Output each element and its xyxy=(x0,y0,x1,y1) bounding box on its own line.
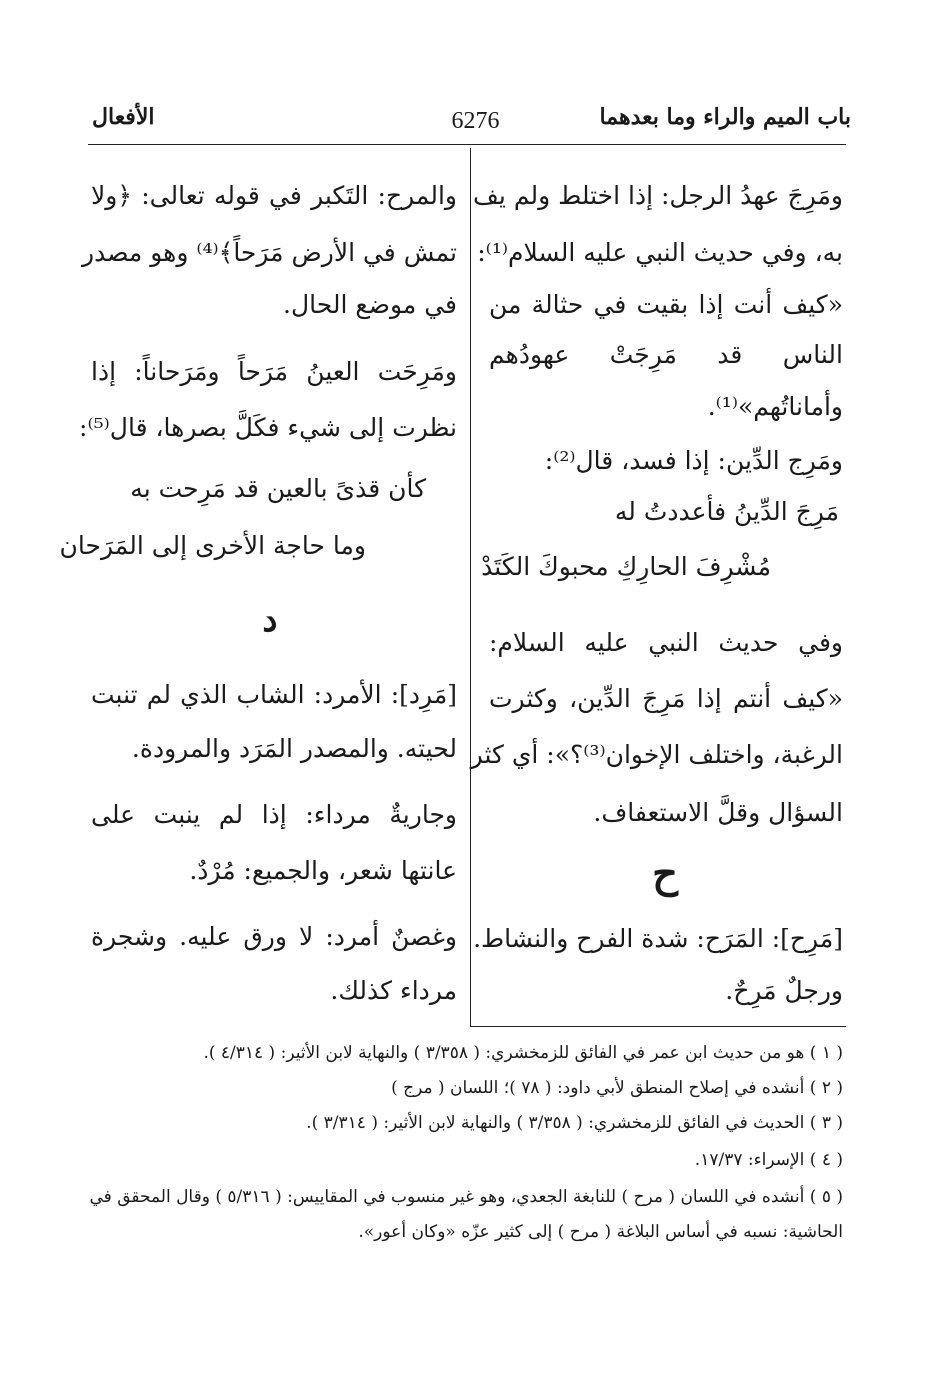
text-line: السؤال وقلَّ الاستعفاف. xyxy=(593,798,843,827)
text-line: «كيف أنتم إذا مَرِجَ الدِّين، وكثرت xyxy=(489,684,843,713)
poem-verse: وما حاجة الأخرى إلى المَرَحان xyxy=(59,531,366,560)
column-divider xyxy=(470,148,471,1026)
text-line: «كيف أنت إذا بقيت في حثالة من xyxy=(489,290,843,319)
footnote-4: ( ٤ ) الإسراء: ١٧/٣٧. xyxy=(694,1150,843,1170)
text-line: الرغبة، واختلف الإخوان⁽³⁾؟»: أي كثر xyxy=(470,740,843,769)
text-line: وأماناتُهم»⁽¹⁾. xyxy=(707,392,843,421)
section-letter-ha: ح xyxy=(652,850,678,897)
text-line: تمش في الأرض مَرَحاً﴾⁽⁴⁾ وهو مصدر xyxy=(82,238,457,267)
poem-verse: كأن قذىً بالعين قد مَرِحت به xyxy=(130,474,426,503)
text-line: ورجلٌ مَرِحٌ. xyxy=(725,976,843,1005)
text-line: ومَرِحَت العينُ مَرَحاً ومَرَحاناً: إذا xyxy=(91,357,457,386)
chapter-title: باب الميم والراء وما بعدهما xyxy=(599,104,851,130)
text-line: [مَرِح]: المَرَح: شدة الفرح والنشاط. xyxy=(473,924,843,953)
text-line: وغصنٌ أمرد: لا ورق عليه. وشجرة xyxy=(91,922,457,951)
text-line: في موضع الحال. xyxy=(283,290,457,319)
text-line: مرداء كذلك. xyxy=(330,976,457,1005)
section-title: الأفعال xyxy=(92,104,155,130)
text-line: ومَرِج الدِّين: إذا فسد، قال⁽²⁾: xyxy=(544,446,843,475)
text-line: نظرت إلى شيء فكَلَّ بصرها، قال⁽⁵⁾: xyxy=(79,413,457,442)
footnote-rule xyxy=(470,1026,846,1027)
footnote-2: ( ٢ ) أنشده في إصلاح المنطق لأبي داود: ( ٧٨ )؛ اللسان ( مرج ) xyxy=(391,1078,843,1098)
section-letter-dal: د xyxy=(262,600,278,640)
poem-verse: مُشْرِفَ الحارِكِ محبوكَ الكَتَدْ xyxy=(481,552,771,581)
footnote-5: ( ٥ ) أنشده في اللسان ( مرح ) للنابغة الجعدي، وهو غير منسوب في المقاييس: ( ٥/٣١٦ ) وقال المحقق في xyxy=(89,1187,843,1207)
header-rule xyxy=(88,144,846,145)
text-line: وفي حديث النبي عليه السلام: xyxy=(489,628,843,657)
text-line: به، وفي حديث النبي عليه السلام⁽¹⁾: xyxy=(477,238,843,267)
text-line: عانتها شعر، والجميع: مُرْدٌ. xyxy=(189,856,457,885)
text-line: ومَرِجَ عهدُ الرجل: إذا اختلط ولم يف xyxy=(473,181,843,210)
footnote-1: ( ١ ) هو من حديث ابن عمر في الفائق للزمخشري: ( ٣/٣٥٨ ) والنهاية لابن الأثير: ( ٤/٣١٤ ). xyxy=(203,1043,843,1063)
text-line: والمرح: التَكبر في قوله تعالى: ﴿ولا xyxy=(91,181,457,210)
text-line: وجاريةٌ مرداء: إذا لم ينبت على xyxy=(91,800,457,829)
text-line: لحيته. والمصدر المَرَد والمرودة. xyxy=(131,734,457,763)
footnote-5-continued: الحاشية: نسبه في أساس البلاغة ( مرح ) إلى كثير عزّه «وكان أعور». xyxy=(358,1222,843,1242)
poem-verse: مَرِجَ الدِّينُ فأعددتُ له xyxy=(614,497,839,526)
footnote-3: ( ٣ ) الحديث في الفائق للزمخشري: ( ٣/٣٥٨ ) والنهاية لابن الأثير: ( ٣/٣١٤ ). xyxy=(306,1113,843,1133)
text-line: الناس قد مَرِجَتْ عهودُهم xyxy=(489,340,843,369)
page-number: 6276 xyxy=(451,108,500,134)
text-line: [مَرِد]: الأمرد: الشاب الذي لم تنبت xyxy=(91,680,457,709)
